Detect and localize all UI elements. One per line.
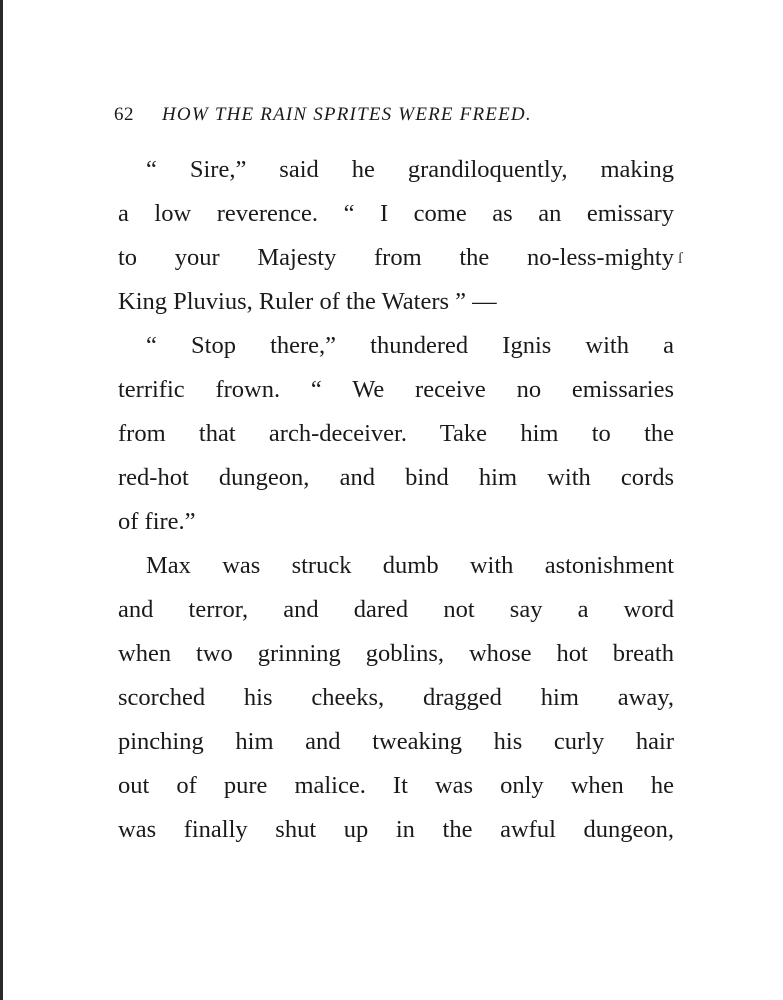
text-line: “ Sire,” said he grandiloquently, making: [146, 156, 674, 183]
text-line: from that arch-deceiver. Take him to the: [118, 420, 674, 447]
page-number: 62: [114, 104, 134, 125]
text-line: when two grinning goblins, whose hot breath: [118, 640, 674, 667]
text-line: was finally shut up in the awful dungeon,: [118, 816, 674, 843]
text-line: Max was struck dumb with astonishment: [146, 552, 674, 579]
text-line: pinching him and tweaking his curly hair: [118, 728, 674, 755]
text-line: a low reverence. “ I come as an emissary: [118, 200, 674, 227]
running-title: HOW THE RAIN SPRITES WERE FREED.: [162, 104, 532, 125]
text-line: scorched his cheeks, dragged him away,: [118, 684, 674, 711]
text-line: “ Stop there,” thundered Ignis with a: [146, 332, 674, 359]
page-edge-border: [0, 0, 3, 1000]
body-text: [118, 148, 674, 852]
text-line: and terror, and dared not say a word: [118, 596, 674, 623]
running-header: [114, 104, 634, 126]
text-line: of fire.”: [118, 508, 196, 535]
text-line: terrific frown. “ We receive no emissaries: [118, 376, 674, 403]
text-line: King Pluvius, Ruler of the Waters ” —: [118, 288, 497, 315]
text-line: red-hot dungeon, and bind him with cords: [118, 464, 674, 491]
text-line: out of pure malice. It was only when he: [118, 772, 674, 799]
text-line: to your Majesty from the no-less-mighty: [118, 244, 674, 271]
stray-print-mark: ſ: [678, 250, 683, 267]
